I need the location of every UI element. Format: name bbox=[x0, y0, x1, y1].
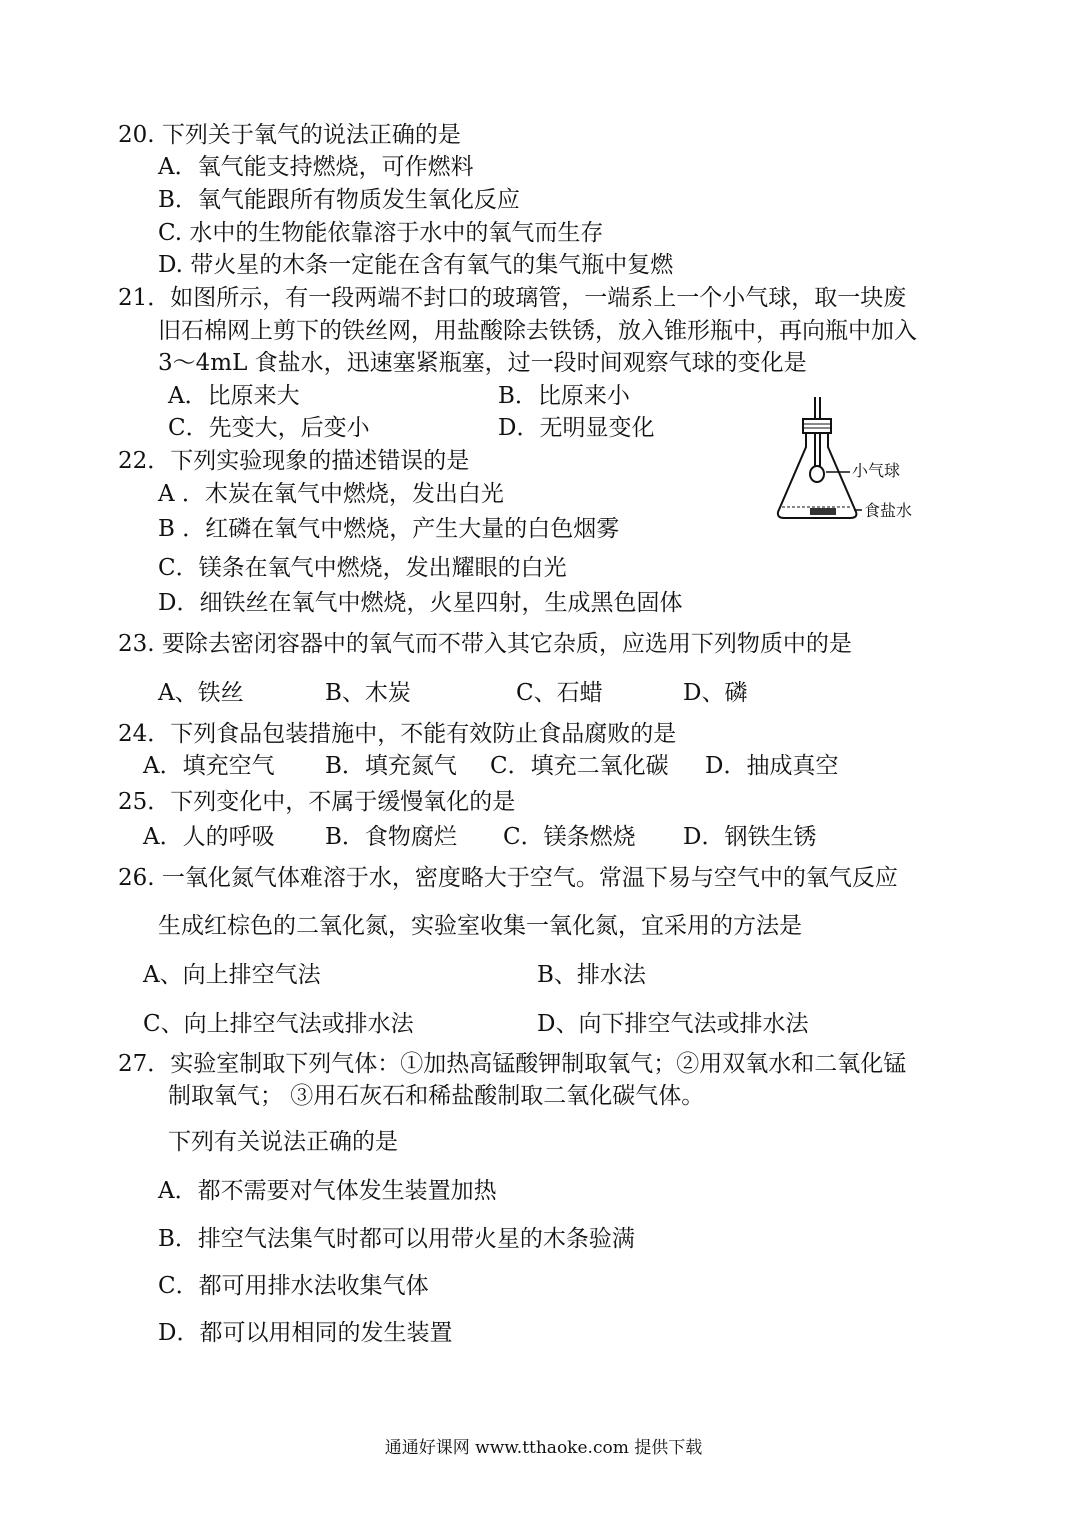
q27-option-a: A．都不需要对气体发生装置加热 bbox=[158, 1178, 497, 1204]
q21-option-c: C．先变大，后变小 bbox=[168, 415, 370, 441]
q24-option-d: D．抽成真空 bbox=[705, 753, 839, 779]
q21-option-b: B．比原来小 bbox=[498, 383, 630, 409]
q26-stem-line-2: 生成红棕色的二氧化氮，实验室收集一氧化氮，宜采用的方法是 bbox=[158, 913, 802, 939]
q25-option-c: C．镁条燃烧 bbox=[503, 824, 636, 850]
q23-option-c: C、石蜡 bbox=[516, 680, 603, 706]
page-footer: 通通好课网 www.tthaoke.com 提供下载 bbox=[384, 1438, 703, 1458]
q23-option-d: D、磷 bbox=[683, 680, 748, 706]
q22-option-d: D．细铁丝在氧气中燃烧，火星四射，生成黑色固体 bbox=[158, 590, 683, 616]
q25-option-b: B．食物腐烂 bbox=[325, 824, 457, 850]
q20-option-a: A．氧气能支持燃烧，可作燃料 bbox=[158, 154, 474, 180]
q27-stem-line-1: 27．实验室制取下列气体：①加热高锰酸钾制取氧气；②用双氧水和二氧化锰 bbox=[118, 1051, 907, 1077]
q24-stem: 24．下列食品包装措施中，不能有效防止食品腐败的是 bbox=[118, 721, 677, 747]
q25-stem: 25．下列变化中，不属于缓慢氧化的是 bbox=[118, 789, 516, 815]
q25-option-d: D．钢铁生锈 bbox=[683, 824, 817, 850]
q25-option-a: A．人的呼吸 bbox=[143, 824, 275, 850]
salt-water-label: 食盐水 bbox=[864, 501, 913, 520]
q26-option-a: A、向上排空气法 bbox=[143, 962, 321, 988]
q23-stem: 23. 要除去密闭容器中的氧气而不带入其它杂质，应选用下列物质中的是 bbox=[118, 631, 852, 657]
q21-stem-line-2: 旧石棉网上剪下的铁丝网，用盐酸除去铁锈，放入锥形瓶中，再向瓶中加入 bbox=[158, 318, 917, 344]
q26-option-b: B、排水法 bbox=[537, 962, 646, 988]
q26-option-c: C、向上排空气法或排水法 bbox=[143, 1011, 414, 1037]
q20-option-d: D. 带火星的木条一定能在含有氧气的集气瓶中复燃 bbox=[158, 252, 674, 278]
q22-option-b: B ．红磷在氧气中燃烧，产生大量的白色烟雾 bbox=[158, 516, 620, 542]
flask-figure bbox=[770, 392, 930, 527]
balloon-label: 小气球 bbox=[852, 461, 901, 480]
q24-option-b: B．填充氮气 bbox=[325, 753, 457, 779]
q26-option-d: D、向下排空气法或排水法 bbox=[537, 1011, 809, 1037]
q20-option-c: C. 水中的生物能依靠溶于水中的氧气而生存 bbox=[158, 220, 604, 246]
q21-option-a: A．比原来大 bbox=[168, 383, 300, 409]
q24-option-c: C．填充二氧化碳 bbox=[490, 753, 669, 779]
q27-stem-line-3: 下列有关说法正确的是 bbox=[168, 1129, 398, 1155]
q20-stem: 20. 下列关于氧气的说法正确的是 bbox=[118, 122, 461, 148]
q26-stem-line-1: 26. 一氧化氮气体难溶于水，密度略大于空气。常温下易与空气中的氧气反应 bbox=[118, 865, 898, 891]
q23-option-b: B、木炭 bbox=[325, 680, 411, 706]
q27-option-d: D．都可以用相同的发生装置 bbox=[158, 1320, 453, 1346]
q24-option-a: A．填充空气 bbox=[143, 753, 275, 779]
q22-option-c: C．镁条在氧气中燃烧，发出耀眼的白光 bbox=[158, 555, 567, 581]
q21-stem-line-1: 21．如图所示，有一段两端不封口的玻璃管，一端系上一个小气球，取一块废 bbox=[118, 285, 907, 311]
q27-stem-line-2: 制取氧气； ③用石灰石和稀盐酸制取二氧化碳气体。 bbox=[168, 1083, 705, 1109]
q22-option-a: A ．木炭在氧气中燃烧，发出白光 bbox=[158, 481, 504, 507]
q21-stem-line-3: 3～4mL 食盐水，迅速塞紧瓶塞，过一段时间观察气球的变化是 bbox=[158, 350, 807, 376]
q27-option-b: B．排空气法集气时都可以用带火星的木条验满 bbox=[158, 1226, 635, 1252]
q27-option-c: C．都可用排水法收集气体 bbox=[158, 1273, 429, 1299]
q23-option-a: A、铁丝 bbox=[158, 680, 244, 706]
q20-option-b: B．氧气能跟所有物质发生氧化反应 bbox=[158, 187, 520, 213]
q21-option-d: D．无明显变化 bbox=[498, 415, 655, 441]
q22-stem: 22．下列实验现象的描述错误的是 bbox=[118, 448, 470, 474]
